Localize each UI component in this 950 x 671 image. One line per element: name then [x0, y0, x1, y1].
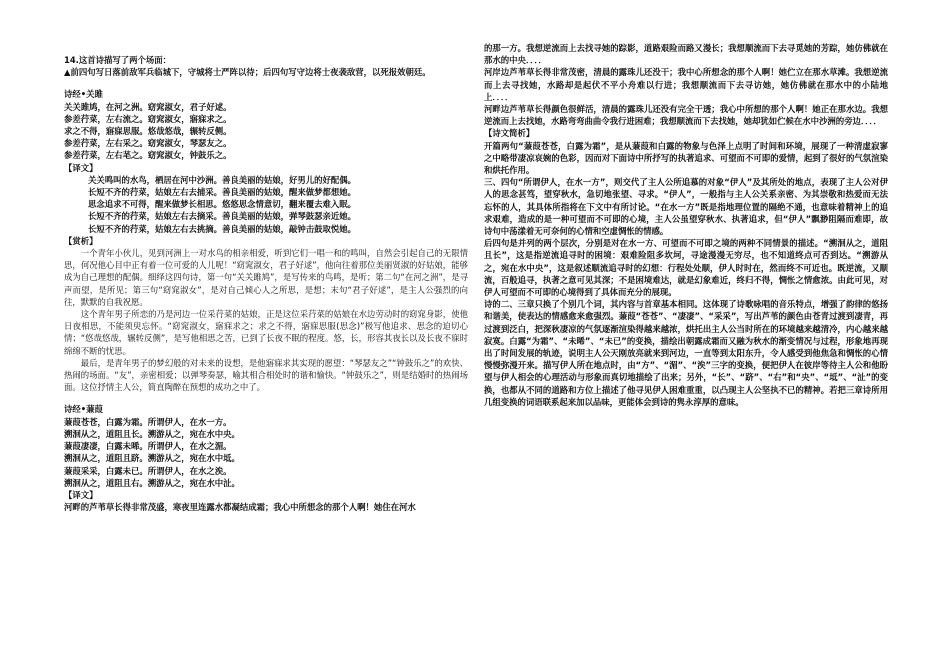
left-column-paragraph: 求之不得，寤寐思服。悠哉悠哉，辗转反侧。: [64, 126, 232, 137]
right-column-paragraph: 开篇两句“蒹葭苍苍，白露为霜”，是从蒹葭和白露的物象与色泽上点明了时间和环境，展现了一种清虚寂寥之中略带凄凉哀婉的色彩，因而对下面诗中所抒写的执著追求、可望而不可即的爱情，起到了很好的气氛渲染和烘托作用。: [484, 140, 888, 176]
right-column-paragraph: 后四句是并列的两个层次，分别是对在水一方、可望而不可即之境的两种不同情景的描述。“溯洄从之，道阻且长”，这是指逆流追寻时的困境：艰难险阻多坎坷，寻途漫漫无穷尽，也不知道终点可否到达。“溯游从之，宛在水中央”，这是叙述顺流追寻时的幻想：行程处处顺，伊人时时在，然而终不可近也。既逆流，又顺流，百般追寻，执著之意可见其深；不是困境难达，就是幻象难近，终归不得，惆怅之情愈浓。由此可见，对伊人可望而不可即的心境得到了具体而充分的展现。: [484, 238, 888, 298]
left-column-paragraph: 长短不齐的荇菜，姑娘左右去捕采。善良美丽的姑娘，醒来做梦都想她。: [88, 187, 356, 198]
left-column-paragraph: 【译文】: [64, 489, 98, 500]
left-column-paragraph: 最后，是青年男子的梦幻般的对未来的设想，是他寤寐求其实现的愿望：“琴瑟友之”“钟鼓乐之”的欢快、热闹的场面。“友”，亲密相爱；以弹琴奏瑟，喻其相合相处时的谐和愉快。“钟鼓乐之”，则是结婚时的热闹场面。这位抒情主人公，简直陶醉在预想的成功之中了。: [64, 357, 468, 393]
left-column-paragraph: 诗经•关雎: [64, 89, 103, 100]
left-column-paragraph: 溯洄从之，道阻且跻。溯游从之，宛在水中坻。: [64, 453, 240, 464]
left-column-paragraph: 思念追求不可得，醒来做梦长相思。悠悠思念情意切，翻来覆去难入眠。: [88, 199, 356, 210]
left-column-paragraph: 蒹葭采采，白露未已。所谓伊人，在水之涘。: [64, 465, 232, 476]
left-column-paragraph: 诗经•蒹葭: [64, 404, 103, 415]
right-column-paragraph: 诗的二、三章只换了个别几个词，其内容与首章基本相同。这体现了诗歌咏唱的音乐特点，增强了韵律的悠扬和谐美，使表达的情感愈来愈强烈。蒹葭“苍苍”、“凄凄”、“采采”，写出芦苇的颜色由苍青过渡到凄青，再过渡到泛白，把深秋凄凉的气氛逐渐渲染得越来越浓，烘托出主人公当时所在的环境越来越清冷，内心越来越寂寞。白露“为霜”、“未晞”、“未已”的变换，描绘出朝露成霜而又融为秋水的渐变情况与过程，形象地再现出了时间发展的轨迹，说明主人公天刚放亮就来到河边，一直等到太阳东升，令人感受到他焦急和惆怅的心情慢慢弥漫开来。描写伊人所在地点时，由“方”、“湄”、“涘”三字的变换，便把伊人在彼岸等待主人公和他盼望与伊人相会的心理活动与形象而真切地描绘了出来；另外，“长”、“跻”、“右”和“央”、“坻”、“沚”的变换，也都从不同的道路和方位上描述了他寻见伊人困难重重，以凸现主人公坚执不已的精神。若把三章诗所用几组变换的词语联系起来加以品味，更能体会到诗的隽永淳厚的意味。: [484, 299, 888, 407]
left-column-paragraph: 关关鸣叫的水鸟，栖居在河中沙洲。善良美丽的姑娘，好男儿的好配偶。: [88, 174, 356, 185]
right-column-paragraph: 的那一方。我想逆流而上去找寻她的踪影，道路艰险而路又漫长；我想顺流而下去寻觅她的芳踪，她仿佛就在那水的中央．．．．: [484, 43, 888, 66]
left-column-paragraph: 溯洄从之，道阻且长。溯游从之，宛在水中央。: [64, 428, 240, 439]
left-column-paragraph: 长短不齐的荇菜，姑娘左右去挑摘。善良美丽的姑娘，敲钟击鼓取悦她。: [88, 223, 356, 234]
left-column-paragraph: 14.这首诗描写了两个场面：: [64, 55, 171, 65]
left-column-paragraph: 一个青年小伙儿，见到河洲上一对水鸟的相亲相爱，听到它们一唱一和的鸣叫，自然会引起自己的无限情思，何况他心目中正有着一位可爱的人儿呢！“窈窕淑女，君子好逑”，他向往着那位美丽贤淑的好姑娘，能够成为自己理想的配偶。细绎这四句诗，第一句“关关雎鸠”，是写传来的鸟鸣，是听；第二句“在河之洲”，是寻声而望，是所见；第三句“窈窕淑女”，是对自己倾心人之所思，是想；末句“君子好逑”，是主人公强烈的向往，默默的自我祝愿。: [64, 248, 468, 307]
left-column-paragraph: 【译文】: [64, 162, 98, 173]
left-column-paragraph: 参差荇菜，左右采之。窈窕淑女，琴瑟友之。: [64, 138, 232, 149]
left-column-paragraph: ▲前四句写日落前敌军兵临城下，守城将士严阵以待；后四句写守边将士夜袭敌营，以死报效朝廷。: [64, 67, 431, 78]
left-column-paragraph: 河畔的芦苇草长得非常茂盛，寒夜里连露水都凝结成霜；我心中所想念的那个人啊！她住在河水: [64, 502, 416, 513]
left-column-paragraph: 这个青年男子所恋的乃是河边一位采荇菜的姑娘，正是这位采荇菜的姑娘在水边劳动时的窈窕身影，使他日夜相思，不能须臾忘怀。“窈窕淑女，寤寐求之；求之不得，寤寐思服(思念)”极写他追求、思念的迫切心情；“悠哉悠哉，辗转反侧”，是写他相思之苦，已到了长夜不眠的程度。悠，长，形容其夜长以及长夜不寐时绵绵不断的忧思。: [64, 309, 468, 356]
left-column-paragraph: 蒹葭凄凄，白露未晞。所谓伊人，在水之湄。: [64, 441, 232, 452]
left-column-paragraph: 参差荇菜，左右流之。窈窕淑女，寤寐求之。: [64, 113, 232, 124]
right-column-paragraph: 【诗文简析】: [484, 128, 535, 139]
left-column-paragraph: 蒹葭苍苍，白露为霜。所谓伊人，在水一方。: [64, 416, 232, 427]
left-column: [64, 54, 468, 513]
left-column-paragraph: 溯洄从之，道阻且右。溯游从之，宛在水中沚。: [64, 477, 240, 488]
right-column-paragraph: 河畔边芦苇草长得颜色很鲜活，清晨的露珠儿还没有完全干透；我心中所想的那个人啊！她正在那水边。我想逆流而上去找她，水路弯弯曲曲令我行进困难；我想顺流而下去找她，她却犹如伫候在水中沙洲的旁边．．．．: [484, 104, 888, 127]
left-column-paragraph: 关关雎鸠，在河之洲。窈窕淑女，君子好逑。: [64, 101, 232, 112]
left-column-paragraph: 【赏析】: [64, 235, 98, 246]
left-column-paragraph: 参差荇菜，左右芼之。窈窕淑女，钟鼓乐之。: [64, 150, 232, 161]
right-column-paragraph: 三、四句“所谓伊人，在水一方”，则交代了主人公所追慕的对象“伊人”及其所处的地点，表现了主人公对伊人的思念甚笃，望穿秋水，急切地张望、寻求。“伊人”，一般指与主人公关系亲密、为其崇敬和热爱而无法忘怀的人，其具体所指将在下文中有所讨论。“在水一方”既是指地理位置的隔绝不通，也意味着精神上的追求艰难，造成的是一种可望而不可即的心境，主人公虽望穿秋水、执著追求，但“伊人”飘渺阻隔而难即，故诗句中荡漾着无可奈何的心情和空虚惆怅的情感。: [484, 177, 888, 237]
left-column-paragraph: 长短不齐的荇菜，姑娘左右去摘采。善良美丽的姑娘，弹琴鼓瑟亲近她。: [88, 211, 356, 222]
right-column-paragraph: 河岸边芦苇草长得非常茂密，清晨的露珠儿还没干；我中心所想念的那个人啊！她伫立在那水草滩。我想逆流而上去寻找她，水路却是起伏不平小舟难以行进；我想顺流而下去寻访她，她仿佛就在那水中的小陆地上．．．．: [484, 67, 888, 102]
right-column: [484, 42, 888, 408]
